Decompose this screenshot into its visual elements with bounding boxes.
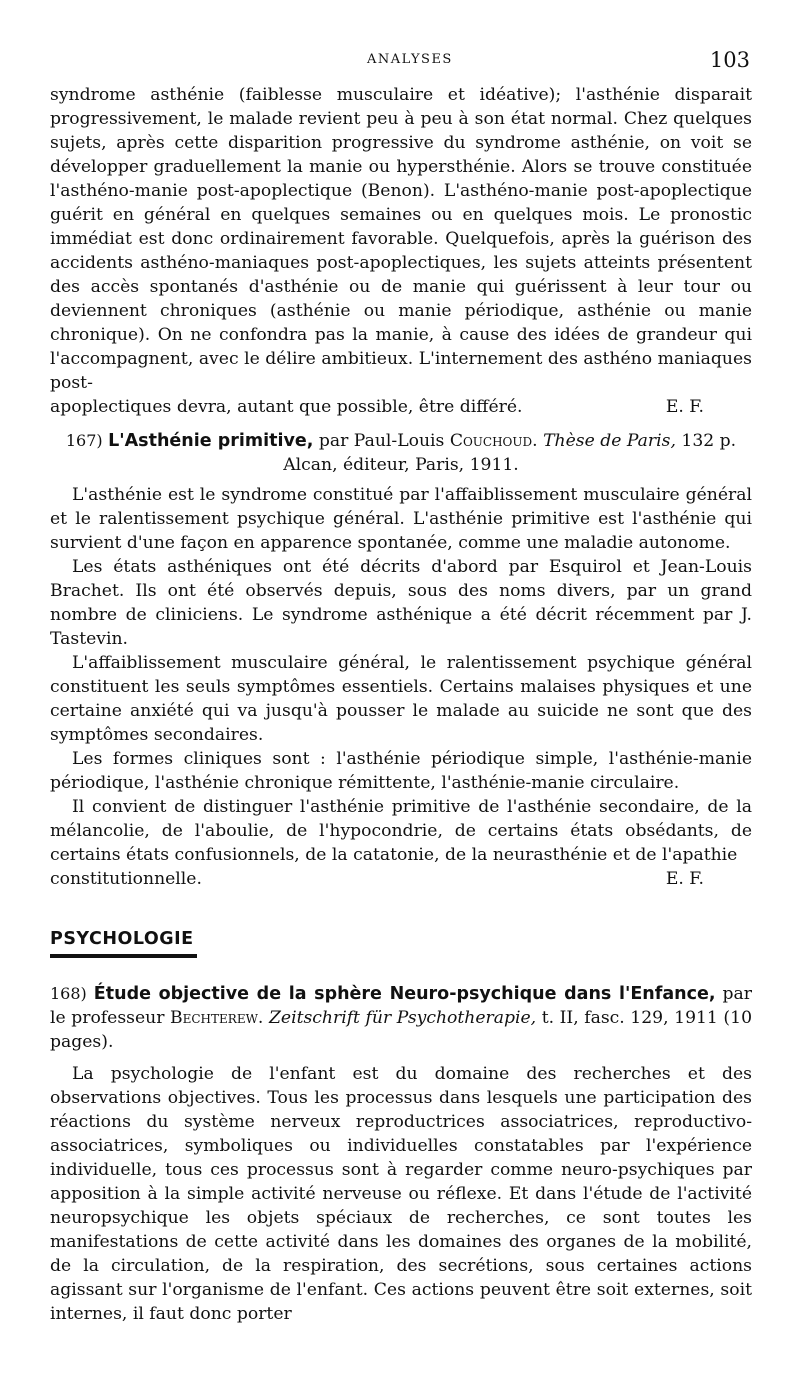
entry-167-heading bbox=[50, 429, 752, 477]
entry-168-number: 168) bbox=[50, 984, 87, 1003]
entry-167-pages: 132 p. bbox=[681, 431, 737, 451]
entry-167-paragraph-1: L'asthénie est le syndrome constitué par l'affaiblissement musculaire général et le ralentissement psychique général. L'asthénie primitive est l'asthénie qui survient d'une façon en apparence spontanée, comme une maladie autonome. bbox=[50, 485, 752, 553]
entry-167-thesis: Thèse de Paris, bbox=[543, 431, 676, 451]
entry-168-journal: Zeitschrift für Psychotherapie, bbox=[268, 1008, 537, 1028]
entry-166-paragraph: syndrome asthénie (faiblesse musculaire et idéative); l'asthénie disparait progressivement, le malade revient peu à peu à son état normal. Chez quelques sujets, après cette disparition progressive du syndrome asthénie, on voit se développer graduellement la manie ou hypersthénie. Alors se trouve constituée l'asthéno-manie post-apoplectique (Benon). L'asthéno-manie post-apoplectique guérit en général en quelques semaines ou en quelques mois. Le pronostic immédiat est donc ordinairement favorable. Quelquefois, après la guérison des accidents asthéno-maniaques post-apoplectiques, les sujets atteints présentent des accès spontanés d'asthénie ou de manie qui guérissent à leur tour ou deviennent chroniques (asthénie ou manie périodique, asthénie ou manie chronique). On ne confondra pas la manie, à cause des idées de grandeur qui l'accompagnent, avec le délire ambitieux. L'internement des asthéno maniaques post- bbox=[50, 85, 752, 393]
entry-167-last-line bbox=[50, 867, 752, 891]
entry-167-paragraph-2: Les états asthéniques ont été décrits d'abord par Esquirol et Jean-Louis Brachet. Ils ont été observés depuis, sous des noms divers, par un grand nombre de cliniciens. Le syndrome asthénique a été décrit récemment par J. Tastevin. bbox=[50, 557, 752, 649]
running-title: ANALYSES bbox=[367, 52, 453, 67]
entry-167-paragraph-4: Les formes cliniques sont : l'asthénie périodique simple, l'asthénie-manie périodique, l'asthénie chronique rémittente, l'asthénie-manie circulaire. bbox=[50, 749, 752, 793]
body-text bbox=[50, 83, 752, 1326]
entry-167-signature: E. F. bbox=[665, 869, 704, 889]
entry-166-last-line bbox=[50, 395, 752, 419]
entry-167-number: 167) bbox=[65, 431, 103, 450]
entry-168-title: Étude objective de la sphère Neuro-psychique dans l'Enfance, bbox=[93, 984, 716, 1004]
entry-167-author-first: Paul-Louis bbox=[353, 431, 445, 451]
entry-168-paragraph-1: La psychologie de l'enfant est du domaine des recherches et des observations objectives. Tous les processus dans lesquels une participation des réactions du système nerveux reproductrices associatrices, reproductivo-associatrices, symboliques ou individuelles constatables par l'expérience individuelle, tous ces processus sont à regarder comme neuro-psychiques par apposition à la simple activité nerveuse ou réflexe. Et dans l'étude de l'activité neuropsychique les objets spéciaux de recherches, ce sont toutes les manifestations de cette activité dans les domaines des organes de la mobilité, de la circulation, de la respiration, des secrétions, sous certaines actions agissant sur l'organisme de l'enfant. Ces actions peuvent être soit externes, soit internes, il faut donc porter bbox=[50, 1064, 752, 1324]
entry-167-author-last: Couchoud. bbox=[449, 431, 538, 451]
entry-167-by: par bbox=[318, 431, 349, 451]
entry-168-details: t. II, fasc. 129, 1911 (10 pages). bbox=[50, 1008, 752, 1052]
entry-168-by: par le professeur bbox=[50, 984, 752, 1028]
page-number: 103 bbox=[709, 48, 750, 72]
section-heading: PSYCHOLOGIE bbox=[50, 927, 197, 958]
entry-167-paragraph-5: Il convient de distinguer l'asthénie primitive de l'asthénie secondaire, de la mélancolie, de l'aboulie, de l'hypocondrie, de certains états obsédants, de certains états confusionnels, de la catatonie, de la neurasthénie et de l'apathie bbox=[50, 797, 752, 865]
entry-166-signature: E. F. bbox=[665, 397, 704, 417]
entry-166-last-line-text: apoplectiques devra, autant que possible, être différé. bbox=[50, 397, 523, 417]
entry-168-author: Bechterew. bbox=[169, 1008, 264, 1028]
entry-167-paragraph-3: L'affaiblissement musculaire général, le ralentissement psychique général constituent les seuls symptômes essentiels. Certains malaises physiques et une certaine anxiété qui va jusqu'à pousser le malade au suicide ne sont que des symptômes secondaires. bbox=[50, 653, 752, 745]
entry-168-heading bbox=[50, 982, 752, 1054]
entry-167-last-line-text: constitutionnelle. bbox=[50, 869, 202, 889]
running-head bbox=[0, 48, 800, 72]
entry-167-publisher: Alcan, éditeur, Paris, 1911. bbox=[283, 455, 519, 475]
entry-167-title: L'Asthénie primitive, bbox=[108, 431, 314, 451]
